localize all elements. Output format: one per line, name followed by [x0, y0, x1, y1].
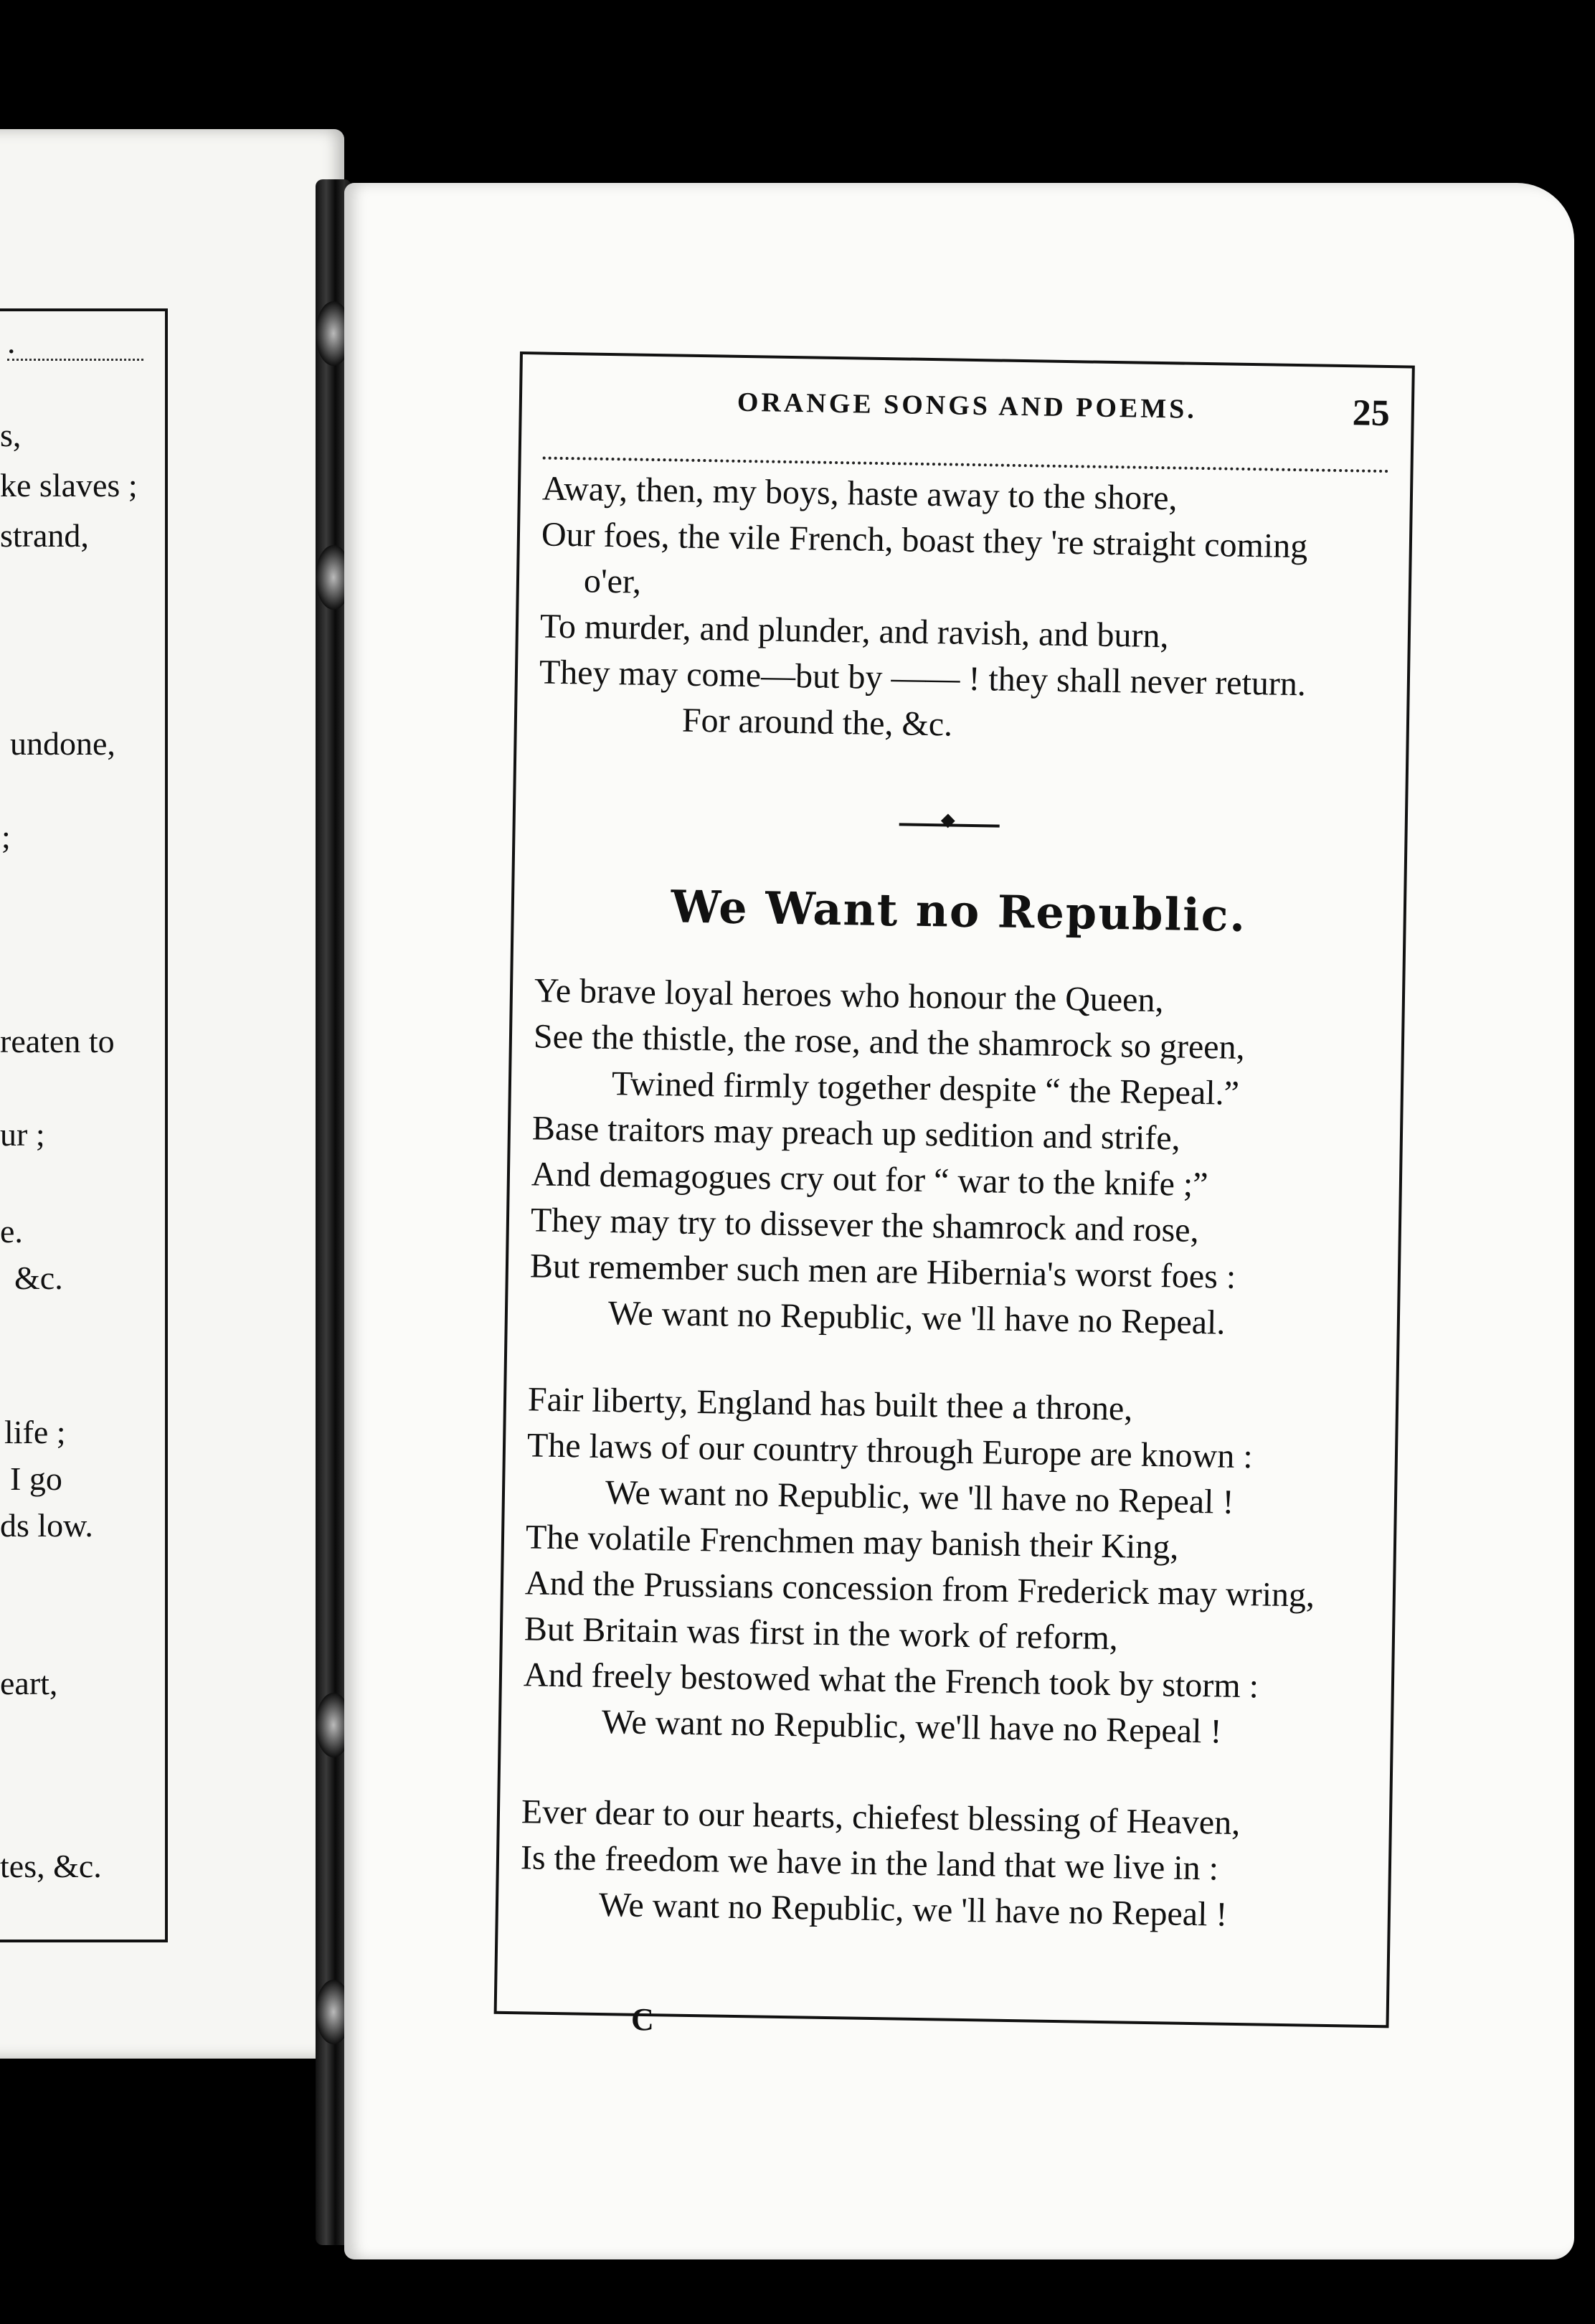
verse-line: To murder, and plunder, and ravish, and burn,	[539, 607, 1169, 656]
verse-line: We want no Republic, we'll have no Repeal !	[601, 1703, 1222, 1751]
left-fragment: ur ;	[0, 1116, 45, 1153]
left-fragment: strand,	[0, 517, 89, 554]
page-header	[521, 383, 1411, 454]
verse-line: And freely bestowed what the French took by storm :	[523, 1655, 1259, 1706]
stanza-2	[523, 1376, 1375, 1757]
verse-line: We want no Republic, we 'll have no Repeal.	[607, 1294, 1226, 1342]
verse-line: And demagogues cry out for “ war to the knife ;”	[531, 1155, 1208, 1204]
song-title: We Want no Republic.	[671, 880, 1247, 943]
verse-line: Is the freedom we have in the land that we live in :	[520, 1838, 1219, 1888]
left-fragment: life ;	[4, 1414, 66, 1450]
page-text-frame	[494, 351, 1415, 2028]
verse-line: We want no Republic, we 'll have no Repeal !	[598, 1885, 1228, 1934]
verse-line: See the thistle, the rose, and the shamrock so green,	[533, 1017, 1246, 1067]
left-fragment: ;	[1, 818, 11, 855]
verse-line: Fair liberty, England has built thee a throne,	[527, 1380, 1133, 1428]
verse-line: Ever dear to our hearts, chiefest blessing of Heaven,	[521, 1792, 1241, 1843]
left-fragment: reaten to	[0, 1023, 115, 1059]
verse-line: But remember such men are Hibernia's worst foes :	[529, 1247, 1236, 1296]
left-fragment: &c.	[14, 1260, 63, 1296]
left-fragment: eart,	[0, 1665, 58, 1701]
left-fragment: tes, &c.	[0, 1848, 102, 1884]
verse-line: We want no Republic, we 'll have no Repeal !	[605, 1473, 1234, 1521]
left-fragment: s,	[0, 417, 22, 453]
verse-line: Our foes, the vile French, boast they 're straight coming	[541, 515, 1308, 566]
left-page-head-rule	[7, 359, 143, 361]
verse-line: The volatile Frenchmen may banish their King,	[525, 1518, 1179, 1567]
verse-line: For around the, &c.	[681, 701, 953, 744]
verse-line: And the Prussians concession from Frederick may wring,	[524, 1564, 1315, 1615]
left-fragment: e.	[0, 1213, 23, 1250]
verse-line: But Britain was first in the work of reform,	[524, 1610, 1119, 1658]
verse-line: Base traitors may preach up sedition and strife,	[531, 1109, 1181, 1158]
page-number: 25	[1352, 392, 1391, 435]
left-fragment: ke slaves ;	[0, 467, 138, 504]
left-fragment: undone,	[10, 725, 115, 762]
verse-line: Ye brave loyal heroes who honour the Queen,	[534, 971, 1164, 1020]
verse-line: o'er,	[583, 562, 642, 601]
verse-line: Twined firmly together despite “ the Repeal.”	[611, 1064, 1240, 1113]
signature-mark: C	[631, 2002, 654, 2037]
stanza-1	[529, 968, 1381, 1348]
verse-line: Away, then, my boys, haste away to the shore,	[541, 469, 1178, 518]
left-fragment: .	[7, 323, 16, 360]
stanza-3	[520, 1789, 1368, 1940]
previous-song-ending	[538, 466, 1388, 755]
verse-line: The laws of our country through Europe are known :	[526, 1426, 1254, 1476]
left-facing-page	[0, 129, 344, 2059]
left-fragment: ds low.	[0, 1507, 93, 1544]
running-head: ORANGE SONGS AND POEMS.	[737, 387, 1198, 425]
verse-line: They may try to dissever the shamrock and rose,	[530, 1201, 1200, 1250]
verse-line: They may come—but by —— ! they shall never return.	[539, 653, 1307, 704]
left-fragment: I go	[10, 1460, 62, 1497]
